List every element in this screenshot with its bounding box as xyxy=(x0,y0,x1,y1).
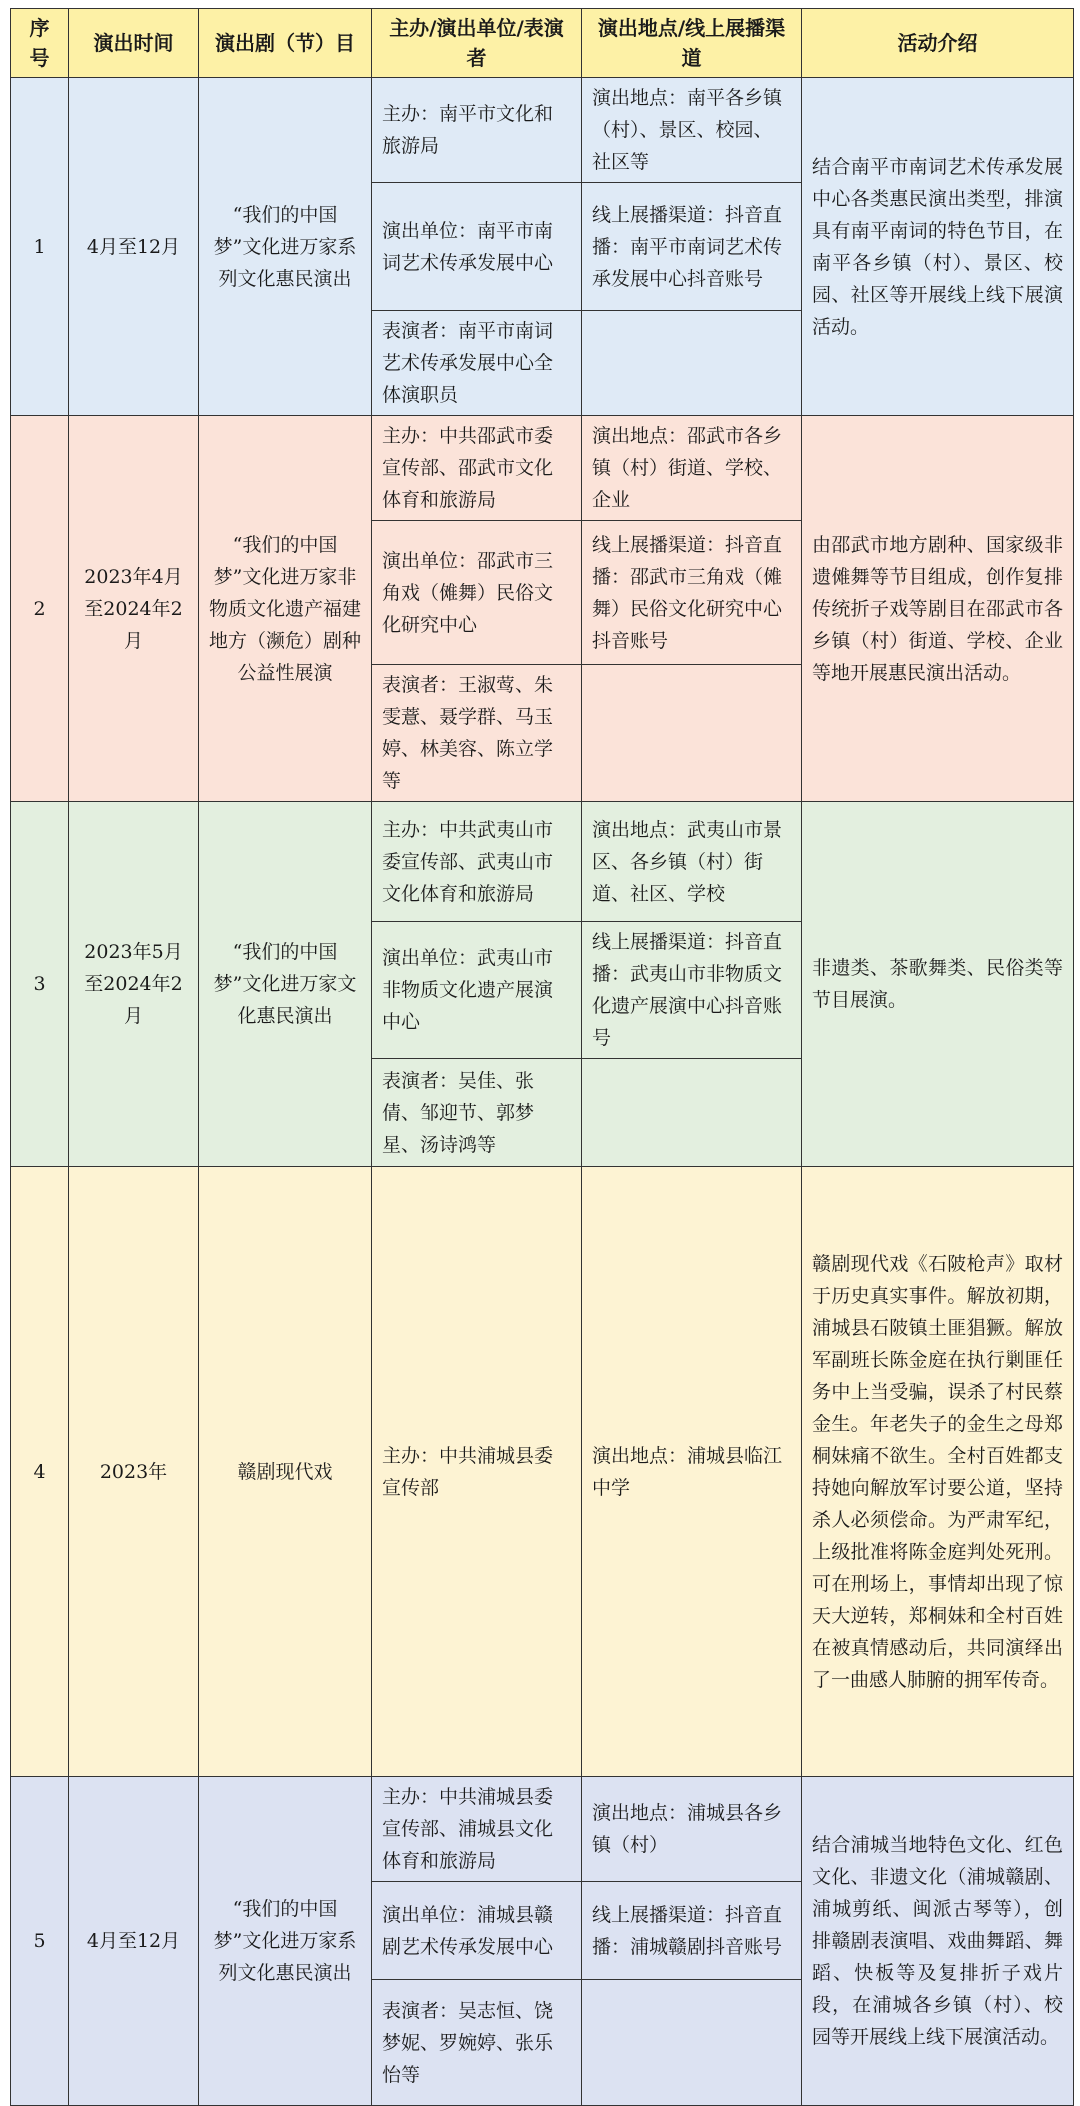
organizer-cell: 主办：中共邵武市委宣传部、邵武市文化体育和旅游局 xyxy=(372,416,582,521)
organizer-cell: 主办：中共武夷山市委宣传部、武夷山市文化体育和旅游局 xyxy=(372,802,582,922)
header-no: 序号 xyxy=(11,9,69,78)
row-number: 1 xyxy=(11,78,69,416)
performing-unit-cell: 演出单位：南平市南词艺术传承发展中心 xyxy=(372,183,582,311)
online-channel-cell: 线上展播渠道：抖音直播：浦城赣剧抖音账号 xyxy=(582,1882,802,1980)
performing-unit-cell: 演出单位：浦城县赣剧艺术传承发展中心 xyxy=(372,1882,582,1980)
activity-intro: 结合南平市南词艺术传承发展中心各类惠民演出类型，排演具有南平南词的特色节目，在南平各乡镇（村）、景区、校园、社区等开展线上线下展演活动。 xyxy=(802,78,1074,416)
performers-cell: 表演者：王淑莺、朱雯薏、聂学群、马玉婷、林美容、陈立学等 xyxy=(372,665,582,802)
program-name: 赣剧现代戏 xyxy=(199,1167,372,1777)
performance-time: 2023年5月至2024年2月 xyxy=(69,802,199,1167)
performance-time: 4月至12月 xyxy=(69,78,199,416)
performing-unit-cell: 演出单位：邵武市三角戏（傩舞）民俗文化研究中心 xyxy=(372,521,582,665)
activity-intro: 非遗类、茶歌舞类、民俗类等节目展演。 xyxy=(802,802,1074,1167)
venue-cell: 演出地点：武夷山市景区、各乡镇（村）街道、社区、学校 xyxy=(582,802,802,922)
program-name: “我们的中国梦”文化进万家系列文化惠民演出 xyxy=(199,78,372,416)
header-row xyxy=(11,9,1074,78)
empty-cell xyxy=(582,311,802,416)
venue-cell: 演出地点：南平各乡镇（村）、景区、校园、社区等 xyxy=(582,78,802,183)
program-name: “我们的中国梦”文化进万家文化惠民演出 xyxy=(199,802,372,1167)
activity-intro: 由邵武市地方剧种、国家级非遗傩舞等节目组成，创作复排传统折子戏等剧目在邵武市各乡镇（村）街道、学校、企业等地开展惠民演出活动。 xyxy=(802,416,1074,802)
performance-time: 2023年 xyxy=(69,1167,199,1777)
performance-time: 4月至12月 xyxy=(69,1777,199,2106)
table-row-1 xyxy=(11,78,1074,183)
online-channel-cell: 线上展播渠道：抖音直播：南平市南词艺术传承发展中心抖音账号 xyxy=(582,183,802,311)
activity-intro: 结合浦城当地特色文化、红色文化、非遗文化（浦城赣剧、浦城剪纸、闽派古琴等），创排赣剧表演唱、戏曲舞蹈、舞蹈、快板等及复排折子戏片段，在浦城各乡镇（村）、校园等开展线上线下展演活动。 xyxy=(802,1777,1074,2106)
header-program: 演出剧（节）目 xyxy=(199,9,372,78)
performers-cell: 表演者：吴佳、张倩、邹迎节、郭梦星、汤诗鸿等 xyxy=(372,1059,582,1167)
program-name: “我们的中国梦”文化进万家系列文化惠民演出 xyxy=(199,1777,372,2106)
row-number: 5 xyxy=(11,1777,69,2106)
activity-intro: 赣剧现代戏《石陂枪声》取材于历史真实事件。解放初期，浦城县石陂镇土匪猖獗。解放军副班长陈金庭在执行剿匪任务中上当受骗，误杀了村民蔡金生。年老失子的金生之母郑桐妹痛不欲生。全村百姓都支持她向解放军讨要公道，坚持杀人必须偿命。为严肃军纪，上级批准将陈金庭判处死刑。可在刑场上，事情却出现了惊天大逆转，郑桐妹和全村百姓在被真情感动后，共同演绎出了一曲感人肺腑的拥军传奇。 xyxy=(802,1167,1074,1777)
header-venue: 演出地点/线上展播渠道 xyxy=(582,9,802,78)
organizer-cell: 主办：中共浦城县委宣传部 xyxy=(372,1167,582,1777)
organizer-cell: 主办：中共浦城县委宣传部、浦城县文化体育和旅游局 xyxy=(372,1777,582,1882)
venue-cell: 演出地点：邵武市各乡镇（村）街道、学校、企业 xyxy=(582,416,802,521)
venue-cell: 演出地点：浦城县临江中学 xyxy=(582,1167,802,1777)
performing-unit-cell: 演出单位：武夷山市非物质文化遗产展演中心 xyxy=(372,922,582,1059)
header-intro: 活动介绍 xyxy=(802,9,1074,78)
organizer-cell: 主办：南平市文化和旅游局 xyxy=(372,78,582,183)
header-organizer: 主办/演出单位/表演者 xyxy=(372,9,582,78)
table-row-5 xyxy=(11,1777,1074,1882)
performers-cell: 表演者：南平市南词艺术传承发展中心全体演职员 xyxy=(372,311,582,416)
online-channel-cell: 线上展播渠道：抖音直播：武夷山市非物质文化遗产展演中心抖音账号 xyxy=(582,922,802,1059)
empty-cell xyxy=(582,1980,802,2106)
row-number: 2 xyxy=(11,416,69,802)
performers-cell: 表演者：吴志恒、饶梦妮、罗婉婷、张乐怡等 xyxy=(372,1980,582,2106)
table-row-2 xyxy=(11,416,1074,521)
row-number: 4 xyxy=(11,1167,69,1777)
table-row-3 xyxy=(11,802,1074,922)
program-name: “我们的中国梦”文化进万家非物质文化遗产福建地方（濒危）剧种公益性展演 xyxy=(199,416,372,802)
performance-time: 2023年4月至2024年2月 xyxy=(69,416,199,802)
table-row-4 xyxy=(11,1167,1074,1777)
online-channel-cell: 线上展播渠道：抖音直播：邵武市三角戏（傩舞）民俗文化研究中心抖音账号 xyxy=(582,521,802,665)
header-time: 演出时间 xyxy=(69,9,199,78)
performance-schedule-table xyxy=(10,8,1074,2106)
empty-cell xyxy=(582,1059,802,1167)
row-number: 3 xyxy=(11,802,69,1167)
venue-cell: 演出地点：浦城县各乡镇（村） xyxy=(582,1777,802,1882)
empty-cell xyxy=(582,665,802,802)
